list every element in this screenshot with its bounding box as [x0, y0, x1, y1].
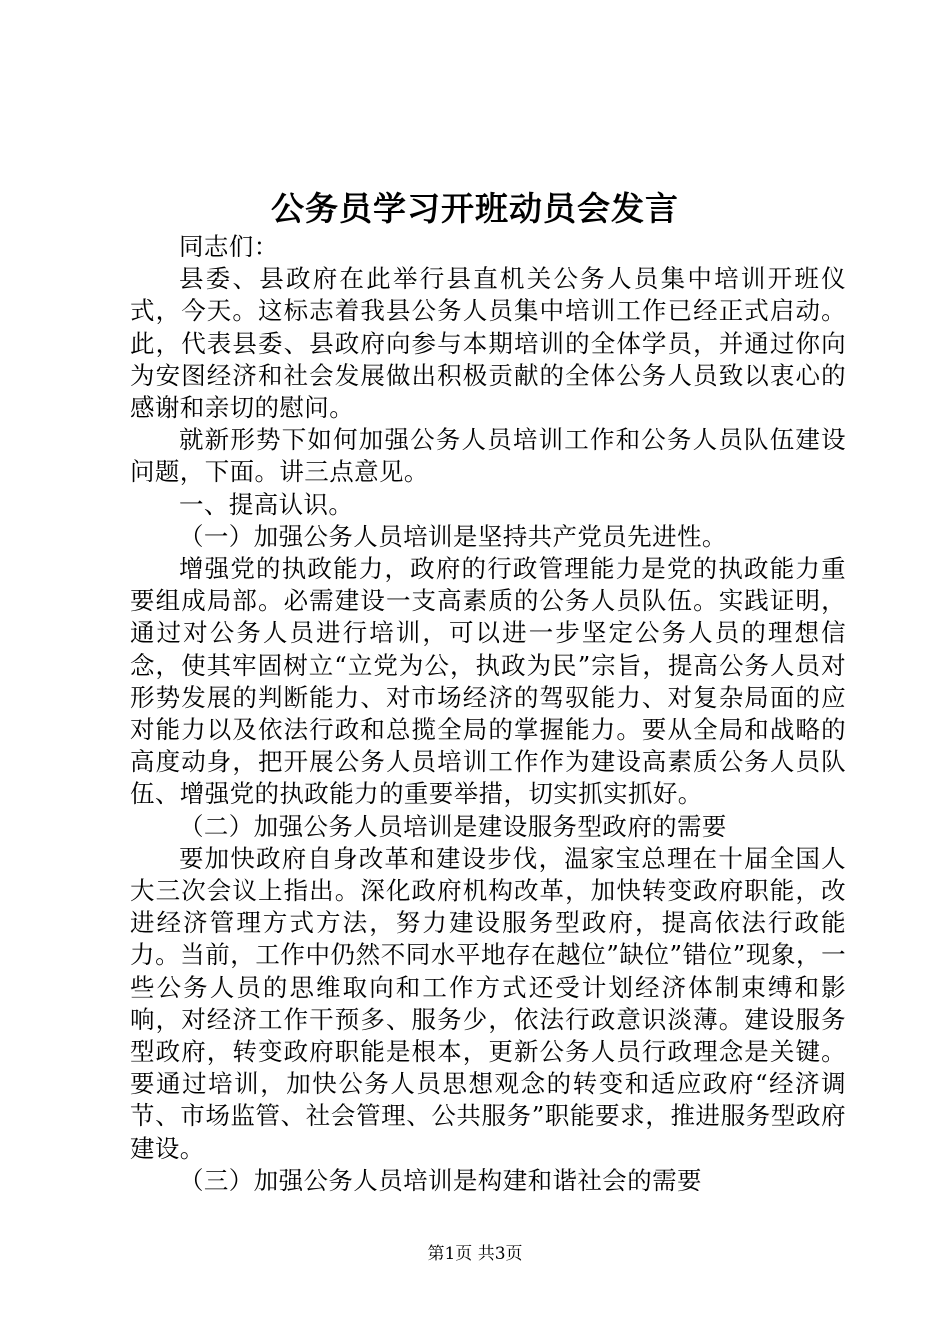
page-number-footer: 第1页 共3页 [427, 1244, 523, 1264]
body-paragraph-1: 增强党的执政能力，政府的行政管理能力是党的执政能力重要组成局部。必需建设一支高素质的公务人员队伍。实践证明，通过对公务人员进行培训，可以进一步坚定公务人员的理想信念，使其牢固树立“立党为公，执政为民”宗旨，提高公务人员对形势发展的判断能力、对市场经济的驾驭能力、对复杂局面的应对能力以及依法行政和总揽全局的掌握能力。要从全局和战略的高度动身，把开展公务人员培训工作作为建设高素质公务人员队伍、增强党的执政能力的重要举措，切实抓实抓好。 [130, 554, 846, 809]
document-body [130, 231, 846, 1197]
subsection-heading-3: （三）加强公务人员培训是构建和谐社会的需要 [179, 1165, 702, 1195]
subsection-heading-2: （二）加强公务人员培训是建设服务型政府的需要 [179, 811, 727, 841]
document-title: 公务员学习开班动员会发言 [271, 189, 679, 228]
salutation-paragraph: 同志们： [179, 232, 279, 261]
body-paragraph-2: 要加快政府自身改革和建设步伐，温家宝总理在十届全国人大三次会议上指出。深化政府机构改革，加快转变政府职能，改进经济管理方式方法，努力建设服务型政府，提高依法行政能力。当前，工作中仍然不同水平地存在越位”缺位”错位”现象，一些公务人员的思维取向和工作方式还受计划经济体制束缚和影响，对经济工作干预多、服务少，依法行政意识淡薄。建设服务型政府，转变政府职能是根本，更新公务人员行政理念是关键。要通过培训，加快公务人员思想观念的转变和适应政府“经济调节、市场监管、社会管理、公共服务”职能要求，推进服务型政府建设。 [130, 843, 846, 1163]
subsection-heading-1: （一）加强公务人员培训是坚持共产党员先进性。 [179, 521, 727, 551]
intro-paragraph: 就新形势下如何加强公务人员培训工作和公务人员队伍建设问题，下面。讲三点意见。 [130, 425, 846, 487]
section-heading: 一、提高认识。 [179, 489, 354, 519]
opening-paragraph: 县委、县政府在此举行县直机关公务人员集中培训开班仪式，今天。这标志着我县公务人员集中培训工作已经正式启动。此，代表县委、县政府向参与本期培训的全体学员，并通过你向为安图经济和社会发展做出积极贡献的全体公务人员致以衷心的感谢和亲切的慰问。 [130, 264, 846, 423]
